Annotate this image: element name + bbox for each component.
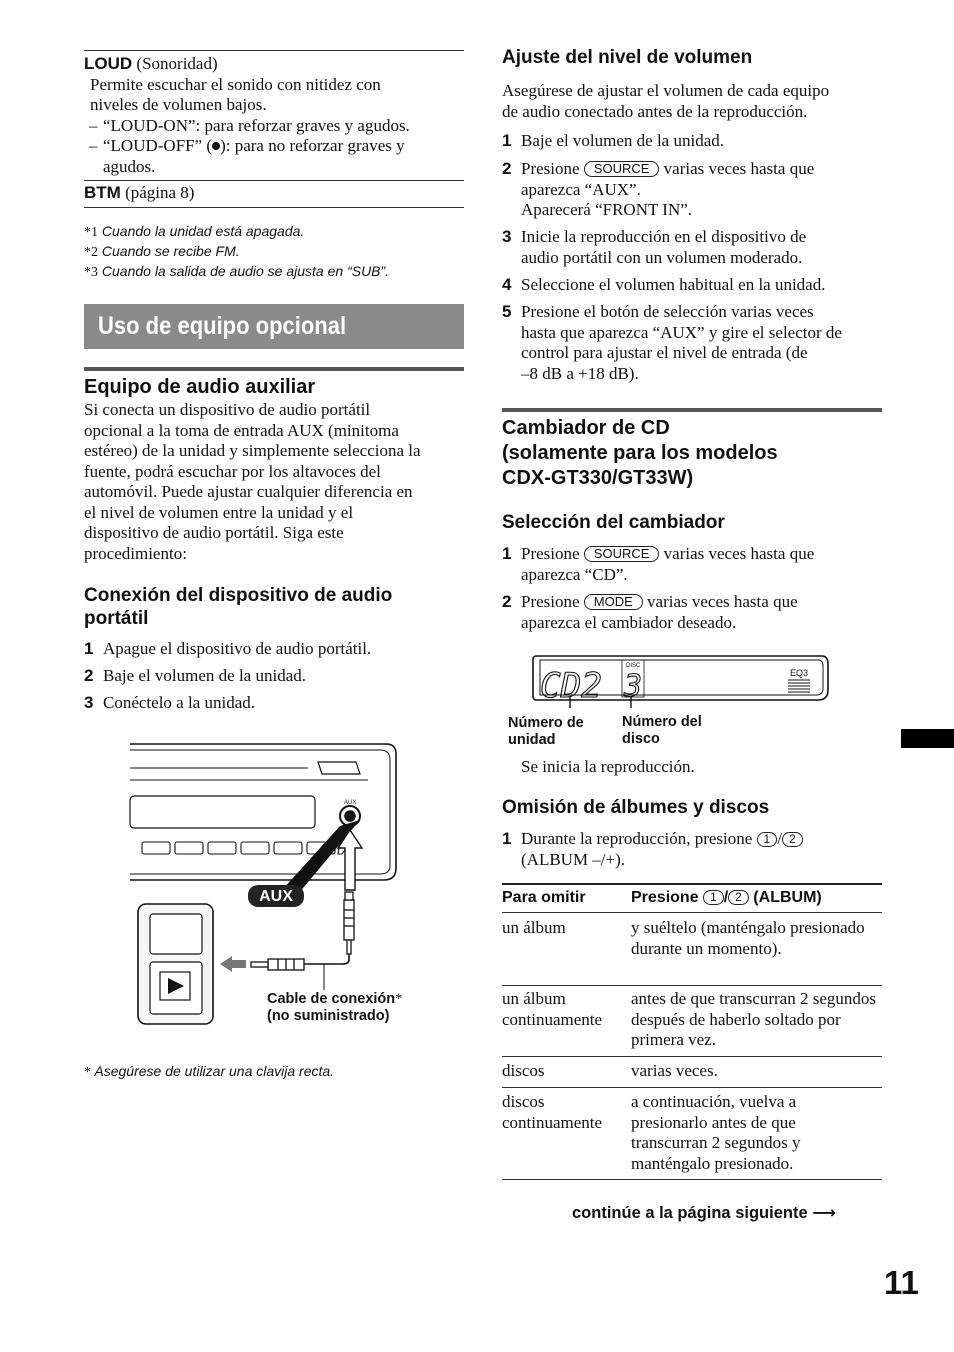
cable-label: Cable de conexión* (no suministrado) xyxy=(267,991,403,1024)
volume-heading: Ajuste del nivel de volumen xyxy=(502,47,753,68)
loud-option-off-b: ): para no reforzar graves y xyxy=(220,136,405,155)
key-2: 2 xyxy=(782,832,803,847)
bullet-icon xyxy=(212,142,220,150)
btm-note: (página 8) xyxy=(120,183,195,202)
col-header-press: Presione 1 / 2 (ALBUM) xyxy=(631,889,822,906)
arrow-right-icon: ⟶ xyxy=(812,1204,836,1222)
disc-number-label: Número del disco xyxy=(622,714,702,747)
section-title: Uso de equipo opcional xyxy=(98,312,347,340)
aux-heading: Equipo de audio auxiliar xyxy=(84,376,316,398)
aux-heading-rule xyxy=(84,367,464,371)
aux-badge-label: AUX xyxy=(259,888,293,905)
source-key: SOURCE xyxy=(584,161,660,177)
selection-heading: Selección del cambiador xyxy=(502,512,725,533)
footnote: *3 Cuando la salida de audio se ajusta en “SUB”. xyxy=(84,263,390,280)
mode-key: MODE xyxy=(584,594,643,610)
table-rule-bottom xyxy=(502,1179,882,1180)
skip-table-header xyxy=(502,888,882,914)
btm-rule-top xyxy=(84,180,464,181)
skip-heading: Omisión de álbumes y discos xyxy=(502,797,770,818)
table-rule-2 xyxy=(502,1056,882,1057)
plug xyxy=(344,892,354,954)
table-rule-top xyxy=(502,883,882,885)
display-illustration xyxy=(530,652,832,708)
volume-paragraph: Asegúrese de ajustar el volumen de cada equipo de audio conectado antes de la reproducción. xyxy=(502,81,830,121)
col-header-skip: Para omitir xyxy=(502,889,586,906)
loud-term-note: (Sonoridad) xyxy=(132,54,218,73)
connection-cable xyxy=(303,954,349,964)
section-banner xyxy=(84,304,464,349)
arrow-left-icon xyxy=(220,956,246,972)
aux-paragraph: Si conecta un dispositivo de audio portátil opcional a la toma de entrada AUX (minitoma estéreo) de la unidad y simplemente selecciona la fuente, podrá escuchar por los altavoces del automóvil. Puede ajustar cualquier diferencia en el nivel de volumen entre la unidad y el dispositivo de audio portátil. Siga este procedimiento: xyxy=(84,400,421,563)
btm-entry xyxy=(84,183,194,204)
disc-tag: DISC xyxy=(626,663,641,669)
playback-starts: Se inicia la reproducción. xyxy=(521,757,695,776)
disc-number-segment: 3 xyxy=(624,669,643,704)
loud-option-on: “LOUD-ON”: para reforzar graves y agudos. xyxy=(103,115,410,135)
source-key: SOURCE xyxy=(584,546,660,562)
top-rule xyxy=(84,50,464,51)
cd-heading-rule xyxy=(502,408,882,412)
display-window xyxy=(130,796,315,828)
loud-option-off-c: agudos. xyxy=(103,156,156,176)
footnote: *2 Cuando se recibe FM. xyxy=(84,243,240,260)
footnotes xyxy=(84,222,389,282)
eq-tag: EQ3 xyxy=(790,668,809,678)
star-note: * Asegúrese de utilizar una clavija recta. xyxy=(84,1063,335,1080)
portable-plug xyxy=(251,959,304,970)
cd-slot xyxy=(318,762,360,774)
page-number: 11 xyxy=(884,1264,919,1301)
side-tab xyxy=(901,729,954,748)
loud-desc-1: Permite escuchar el sonido con nitidez con xyxy=(90,74,381,94)
table-rule-3 xyxy=(502,1087,882,1088)
table-rule-1 xyxy=(502,985,882,986)
table-rule-header xyxy=(502,912,882,913)
aux-jack-label: AUX xyxy=(344,800,357,806)
continue-note: continúe a la página siguiente ⟶ xyxy=(572,1204,836,1222)
loud-term: LOUD xyxy=(84,54,133,73)
connection-heading: Conexión del dispositivo de audio portátil xyxy=(84,585,393,629)
cd-changer-heading: Cambiador de CD (solamente para los modelos CDX-GT330/GT33W) xyxy=(502,417,778,489)
unit-number-segment: CD2 xyxy=(540,666,602,706)
btm-rule-bottom xyxy=(84,207,464,208)
head-unit-outline xyxy=(130,744,396,880)
unit-number-label: Número de unidad xyxy=(508,715,584,748)
loud-entry: LOUD (Sonoridad) Permite escuchar el sonido con nitidez con niveles de volumen bajos. – “LOUD-ON”: para reforzar graves y agudos. – “LOUD-OFF” ( ): para no reforzar graves y agudos. xyxy=(84,54,464,177)
btm-term: BTM xyxy=(84,183,121,202)
loud-desc-2: niveles de volumen bajos. xyxy=(90,95,267,114)
loud-option-off-a: “LOUD-OFF” ( xyxy=(103,136,213,155)
key-1: 1 xyxy=(757,832,778,847)
footnote: *1 Cuando la unidad está apagada. xyxy=(84,223,305,240)
